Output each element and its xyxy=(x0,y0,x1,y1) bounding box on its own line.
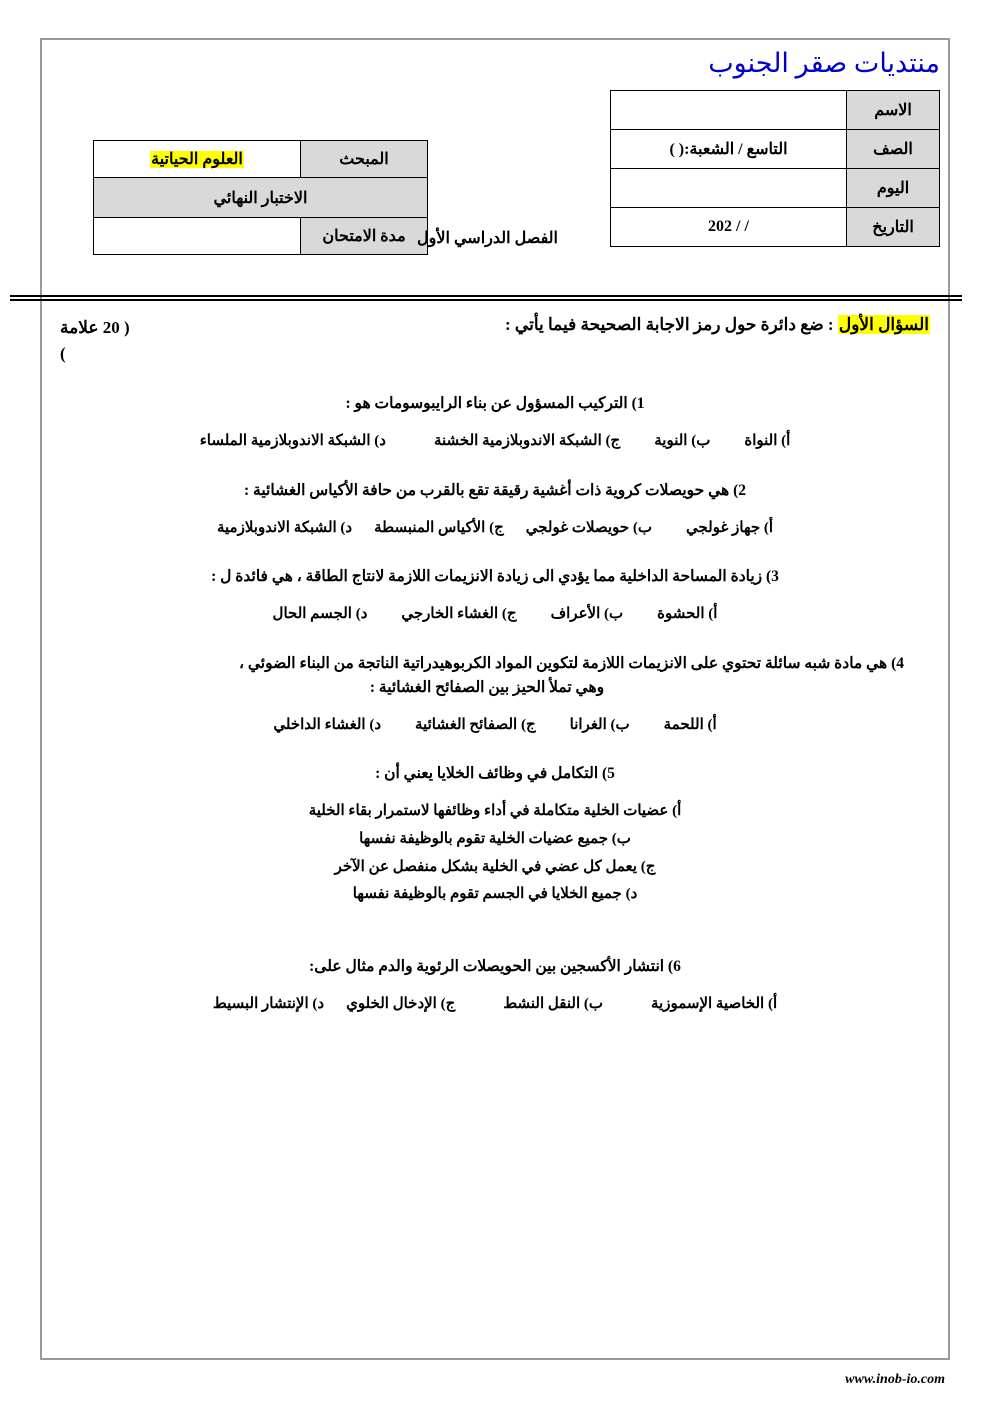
question-one-instruction-line xyxy=(505,315,930,335)
semester-label: الفصل الدراسي الأول xyxy=(417,230,558,247)
footer-url-wrapper xyxy=(0,1372,985,1388)
date-label: التاريخ xyxy=(847,208,940,247)
table-row xyxy=(611,130,940,169)
question-options-4 xyxy=(60,714,930,737)
student-name-label: الاسم xyxy=(847,91,940,130)
question-options-5 xyxy=(60,798,930,909)
class-value[interactable]: التاسع / الشعبة:( ) xyxy=(611,130,847,169)
question-one-instruction: : ضع دائرة حول رمز الاجابة الصحيحة فيما يأتي : xyxy=(505,315,838,334)
day-value[interactable] xyxy=(611,169,847,208)
option-2-d[interactable]: د) الشبكة الاندوبلازمية xyxy=(216,519,353,536)
question-stem-4 xyxy=(60,652,930,700)
question-item-2 xyxy=(60,479,930,540)
option-5-c[interactable]: ج) يعمل كل عضي في الخلية بشكل منفصل عن الآخر xyxy=(334,858,656,875)
option-1-b[interactable]: ب) النوية xyxy=(654,433,711,450)
option-4-d[interactable]: د) الغشاء الداخلي xyxy=(273,716,382,733)
subject-label: المبحث xyxy=(301,141,428,178)
option-3-b[interactable]: ب) الأعراف xyxy=(550,606,624,623)
table-row xyxy=(94,141,428,178)
subject-info-table xyxy=(93,140,428,255)
table-row xyxy=(94,218,428,255)
option-5-a[interactable]: أ) عضيات الخلية متكاملة في أداء وظائفها لاستمرار بقاء الخلية xyxy=(308,803,682,820)
question-one-title: السؤال الأول xyxy=(838,315,929,334)
option-1-a[interactable]: أ) النواة xyxy=(744,433,791,450)
question-item-3 xyxy=(60,565,930,626)
footer-url: www.inob-io.com xyxy=(845,1372,945,1387)
option-5-d[interactable]: د) جميع الخلايا في الجسم تقوم بالوظيفة نفسها xyxy=(352,886,638,903)
question-stem-5: 5) التكامل في وظائف الخلايا يعني أن : xyxy=(375,765,615,783)
question-stem-4-line2: وهي تملأ الحيز بين الصفائح الغشائية : xyxy=(369,678,605,696)
option-1-c[interactable]: ج) الشبكة الاندوبلازمية الخشنة xyxy=(433,433,621,450)
option-6-d[interactable]: د) الإنتشار البسيط xyxy=(212,996,325,1013)
question-stem-2: 2) هي حويصلات كروية ذات أغشية رقيقة تقع بالقرب من حافة الأكياس الغشائية : xyxy=(244,481,746,499)
option-3-d[interactable]: د) الجسم الحال xyxy=(272,606,368,623)
question-options-3 xyxy=(60,603,930,626)
question-options-2 xyxy=(60,517,930,540)
table-row xyxy=(94,178,428,218)
question-stem-3: 3) زيادة المساحة الداخلية مما يؤدي الى زيادة الانزيمات اللازمة لانتاج الطاقة ، هي فائدة ل : xyxy=(211,568,779,586)
question-one-header xyxy=(60,315,930,366)
date-value[interactable]: / / 202 xyxy=(611,208,847,247)
question-options-6 xyxy=(60,993,930,1016)
option-2-b[interactable]: ب) حويصلات غولجي xyxy=(525,519,652,536)
student-info-table xyxy=(610,90,940,247)
option-6-a[interactable]: أ) الخاصية الإسموزية xyxy=(651,996,778,1013)
option-4-c[interactable]: ج) الصفائح الغشائية xyxy=(415,716,536,733)
exam-type-label: الاختبار النهائي xyxy=(94,178,428,218)
question-item-1 xyxy=(60,392,930,453)
option-6-b[interactable]: ب) النقل النشط xyxy=(503,996,603,1013)
subject-value-cell[interactable] xyxy=(94,141,301,178)
question-item-4 xyxy=(60,652,930,737)
option-4-a[interactable]: أ) اللحمة xyxy=(663,716,717,733)
page-border xyxy=(40,38,950,1360)
question-options-1 xyxy=(60,430,930,453)
question-one-marks-line1: ( 20 علامة xyxy=(60,318,130,337)
option-1-d[interactable]: د) الشبكة الاندوبلازمية الملساء xyxy=(199,433,386,450)
table-row xyxy=(611,208,940,247)
table-row xyxy=(611,169,940,208)
header-divider-rule xyxy=(10,295,962,301)
exam-duration-label: مدة الامتحان xyxy=(301,218,428,255)
option-3-a[interactable]: أ) الحشوة xyxy=(657,606,718,623)
option-2-c[interactable]: ج) الأكياس المنبسطة xyxy=(374,519,504,536)
question-item-6 xyxy=(60,955,930,1016)
question-stem-6: 6) انتشار الأكسجين بين الحويصلات الرئوية والدم مثال على: xyxy=(309,958,681,976)
site-banner-title: منتديات صقر الجنوب xyxy=(708,48,940,78)
option-2-a[interactable]: أ) جهاز غولجي xyxy=(686,519,774,536)
class-label: الصف xyxy=(847,130,940,169)
option-3-c[interactable]: ج) الغشاء الخارجي xyxy=(401,606,517,623)
exam-duration-value[interactable] xyxy=(94,218,301,255)
question-stem-4-line1: 4) هي مادة شبه سائلة تحتوي على الانزيمات اللازمة لتكوين المواد الكربوهيدراتية الناتجة من البناء الضوئي ، xyxy=(238,654,904,672)
option-6-c[interactable]: ج) الإدخال الخلوي xyxy=(346,996,456,1013)
table-row xyxy=(611,91,940,130)
question-item-5 xyxy=(60,762,930,909)
question-stem-1: 1) التركيب المسؤول عن بناء الرايبوسومات هو : xyxy=(345,395,645,412)
student-name-value[interactable] xyxy=(611,91,847,130)
day-label: اليوم xyxy=(847,169,940,208)
option-4-b[interactable]: ب) الغرانا xyxy=(569,716,630,733)
subject-value-highlight: العلوم الحياتية xyxy=(151,151,243,168)
exam-body xyxy=(42,315,948,1016)
question-one-marks xyxy=(60,315,190,366)
question-one-marks-line2: ) xyxy=(60,343,66,363)
option-5-b[interactable]: ب) جميع عضيات الخلية تقوم بالوظيفة نفسها xyxy=(359,830,631,847)
